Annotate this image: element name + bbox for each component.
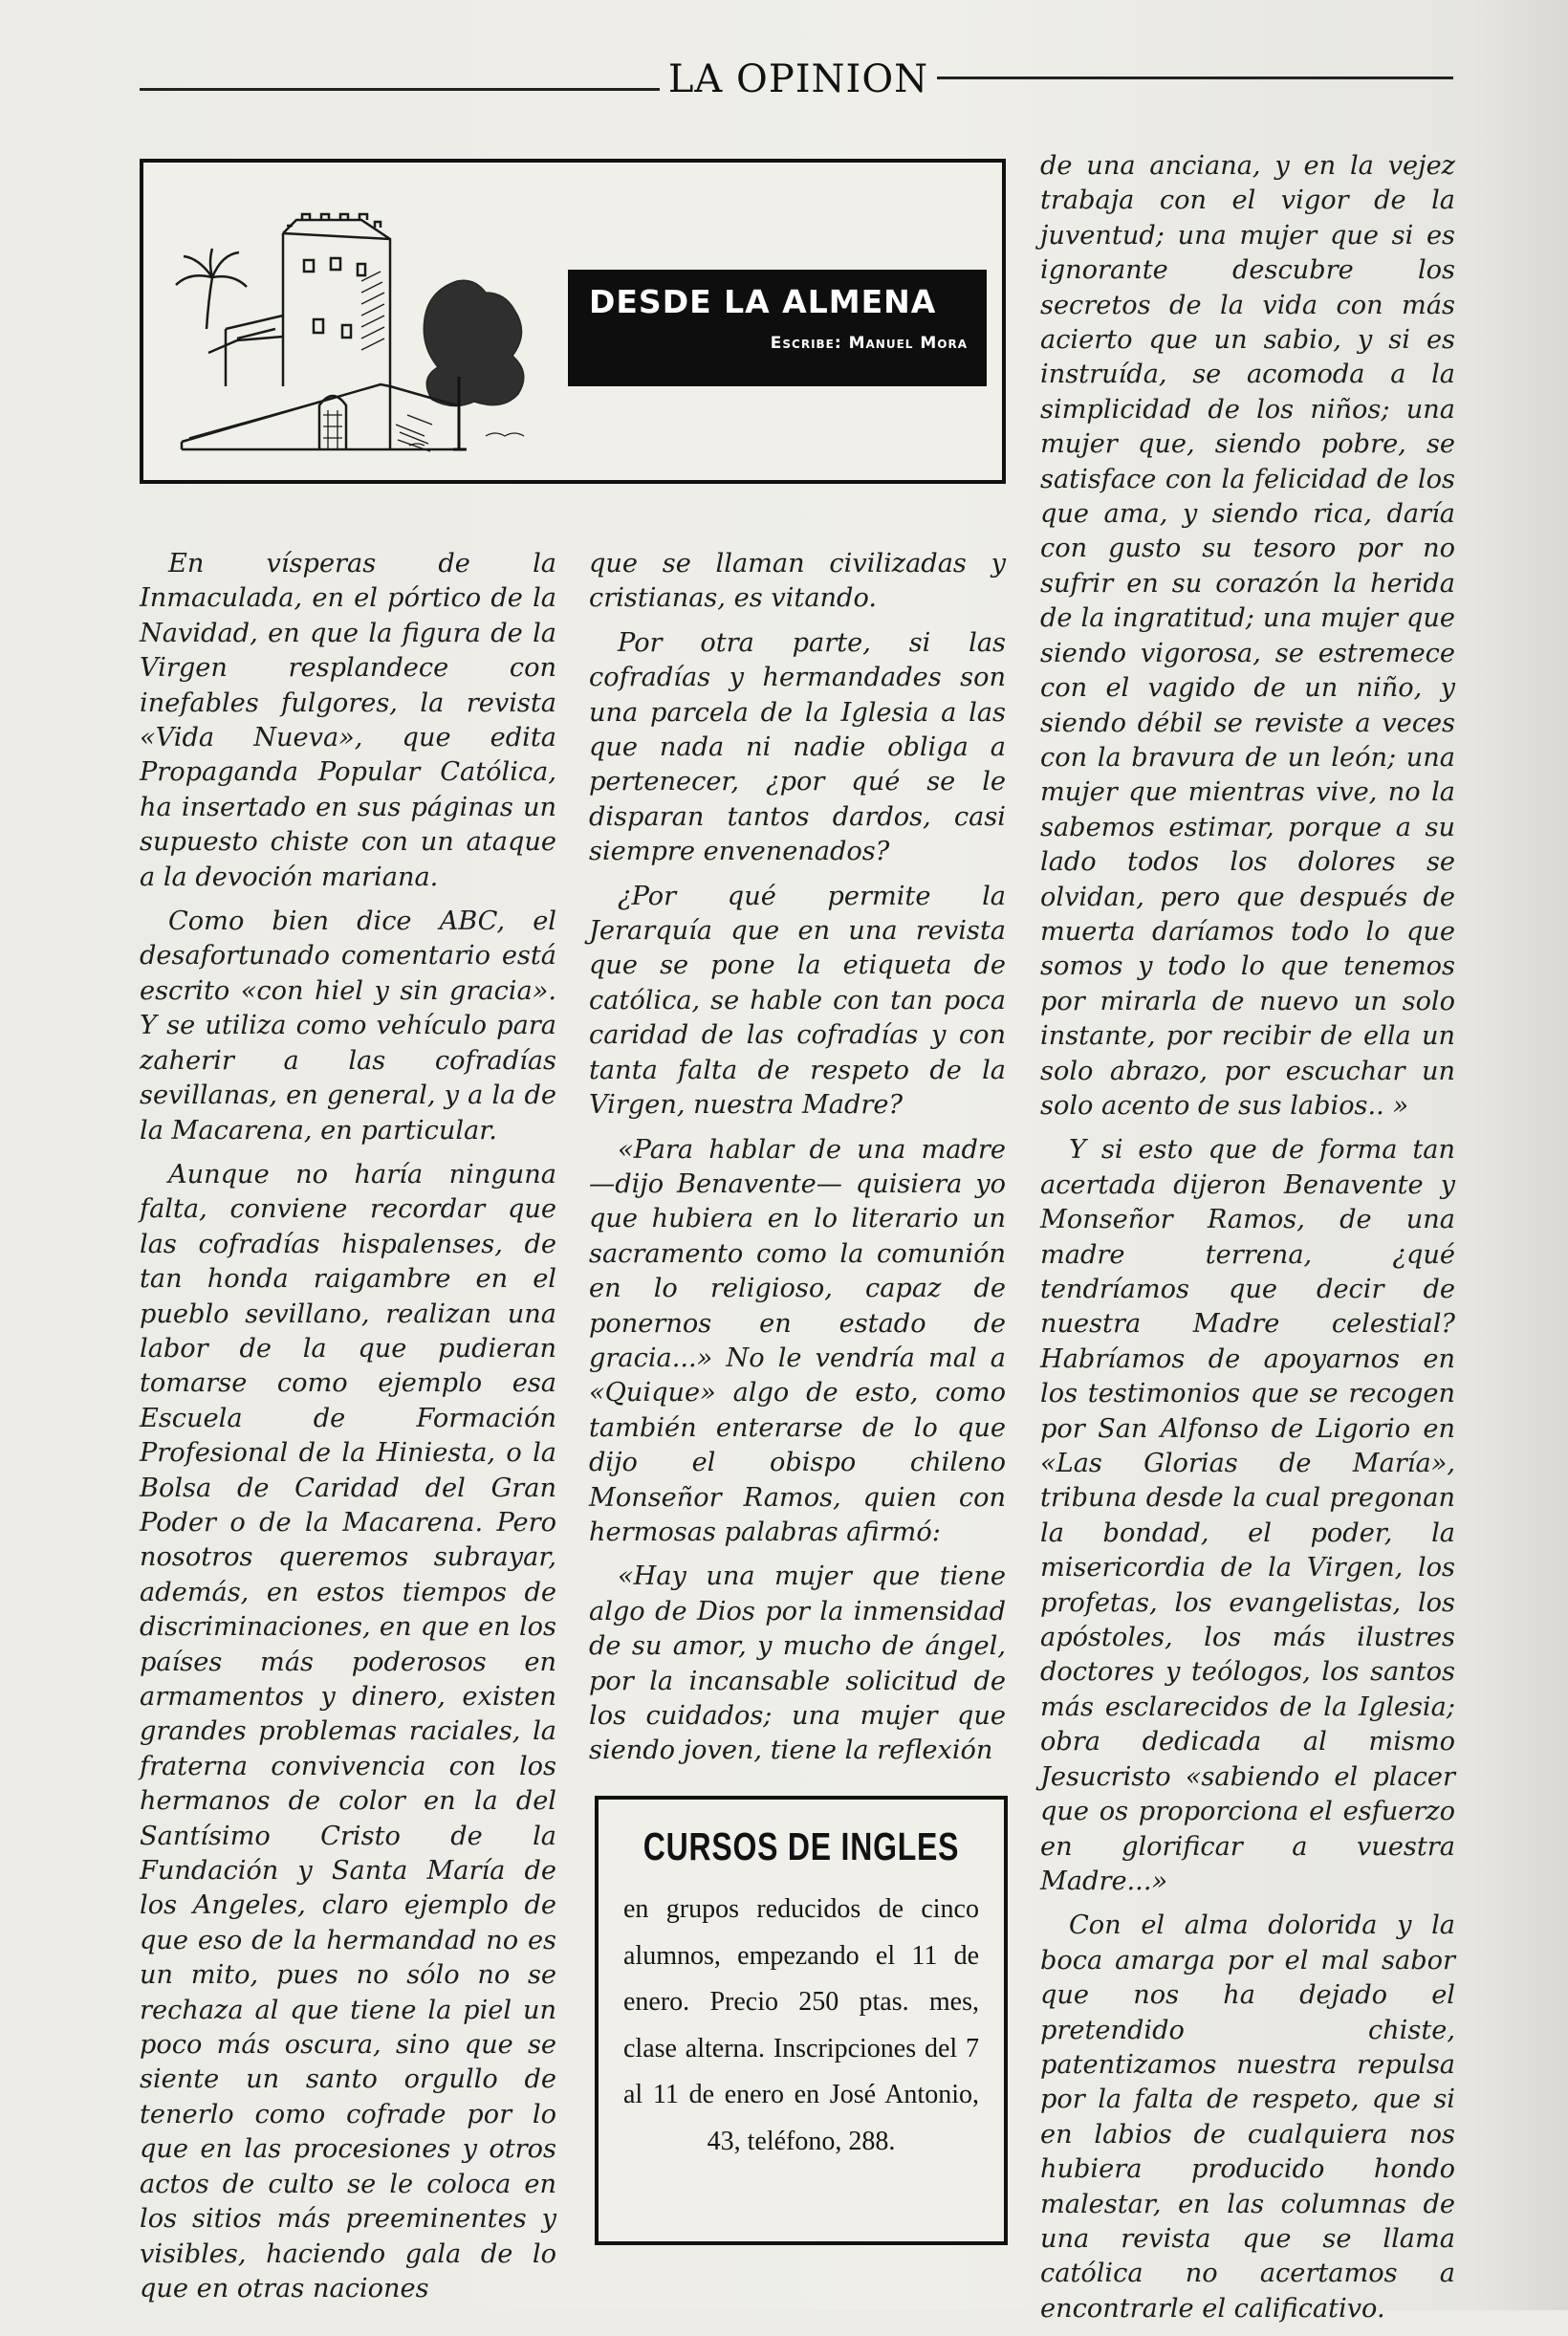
ad-body: en grupos reducidos de cinco alumnos, empezando el 11 de enero. Precio 250 ptas. mes, clase alterna. Inscripciones del 7 al 11 de enero en José Antonio, 43, teléfono, 288. [623,1894,979,2156]
english-courses-ad [595,1796,1008,2245]
paragraph: Aunque no haría ninguna falta, conviene recordar que las cofradías hispalenses, de tan honda raigambre en el pueblo sevillano, realizan una labor de la que pudieran tomarse como ejemplo esa Escuela de Formación Profesional de la Hiniesta, o la Bolsa de Caridad del Gran Poder o de la Macarena. Pero nosotros queremos subrayar, además, en estos tiempos de discriminaciones, en que en los países más poderosos en armamentos y dinero, existen grandes problemas raciales, la fraterna convivencia con los hermanos de color en la del Santísimo Cristo de la Fundación y Santa María de los Angeles, claro ejemplo de que eso de la hermandad no es un mito, pues no sólo no se rechaza al que tiene la piel un poco más oscura, sino que se siente un santo orgullo de tenerlo como cofrade por lo que en las procesiones y otros actos de culto se le coloca en los sitios más preeminentes y visibles, haciendo gala de lo que en otras naciones [140,1159,556,2303]
paragraph: de una anciana, y en la vejez trabaja con el vigor de la juventud; una mujer que si es ignorante descubre los secretos de la vida con más acierto que un sabio, y si es instruída, se acomoda a la simplicidad de los niños; una mujer que, siendo pobre, se satisface con la felicidad de los que ama, y siendo rica, daría con gusto su tesoro por no sufrir en su corazón la herida de la ingratitud; una mujer que siendo vigorosa, se estremece con el vagido de un niño, y siendo débil se reviste a veces con la bravura de un león; una mujer que mientras vive, no la sabemos estimar, porque a su lado todos los dolores se olvidan, pero que después de muerta daríamos todo lo que somos y todo lo que tenemos por mirarla de nuevo un solo instante, por recibir de ella un solo abrazo, por escuchar un solo acento de sus labios.. » [1040,151,1455,1121]
article-column-3 [1040,149,1455,2336]
castle-illustration [170,186,562,463]
header-rule-right [937,76,1453,79]
ad-title: CURSOS DE INGLES [642,1824,960,1868]
paragraph: En vísperas de la Inmaculada, en el pórtico de la Navidad, en que la figura de la Virgen resplandece con inefables fulgores, la revista «Vida Nueva», que edita Propaganda Popular Católica, ha insertado en sus páginas un supuesto chiste con un ataque a la devoción mariana. [140,549,556,892]
paragraph: que se llaman civilizadas y cristianas, es vitando. [589,549,1006,614]
paragraph: «Para hablar de una madre —dijo Benavente— quisiera yo que hubiera en lo literario un sacramento como la comunión en lo religioso, capaz de ponernos en estado de gracia...» No le vendría mal a «Quique» algo de esto, como también enterarse de lo que dijo el obispo chileno Monseñor Ramos, quien con hermosas palabras afirmó: [589,1134,1006,1547]
column-title: DESDE LA ALMENA [589,283,937,320]
column-title-box [568,270,987,386]
article-column-1 [140,547,556,2316]
paragraph: «Hay una mujer que tiene algo de Dios por la inmensidad de su amor, y mucho de ángel, por la incansable solicitud de los cuidados; una mujer que siendo joven, tiene la reflexión [589,1561,1006,1766]
paragraph: Con el alma dolorida y la boca amarga por el mal sabor que nos ha dejado el pretendido chiste, patentizamos nuestra repulsa por la falta de respeto, que si en labios de cualquiera nos hubiera producido hondo malestar, en las columnas de una revista que se llama católica no acertamos a encontrarle el calificativo. [1040,1910,1455,2324]
masthead: LA OPINION [667,57,929,101]
paragraph: ¿Por qué permite la Jerarquía que en una revista que se pone la etiqueta de católica, se hable con tan poca caridad de las cofradías y con tanta falta de respeto de la Virgen, nuestra Madre? [589,881,1006,1121]
column-byline: Escribe: Manuel Mora [770,334,968,353]
paragraph: Como bien dice ABC, el desafortunado comentario está escrito «con hiel y sin gracia». Y se utiliza como vehículo para zaherir a las cofradías sevillanas, en general, y a la de la Macarena, en particular. [140,906,556,1146]
paragraph: Y si esto que de forma tan acertada dijeron Benavente y Monseñor Ramos, de una madre terrena, ¿qué tendríamos que decir de nuestra Madre celestial? Habríamos de apoyarnos en los testimonios que se recogen por San Alfonso de Ligorio en «Las Glorias de María», tribuna desde la cual pregonan la bondad, el poder, la misericordia de la Virgen, los profetas, los evangelistas, los apóstoles, los más ilustres doctores y teólogos, los santos más esclarecidos de la Iglesia; obra dedicada al mismo Jesucristo «sabiendo el placer que os proporciona el esfuerzo en glorificar a vuestra Madre...» [1040,1135,1455,1896]
paragraph: Por otra parte, si las cofradías y hermandades son una parcela de la Iglesia a las que nada ni nadie obliga a pertenecer, ¿por qué se le disparan tantos dardos, casi siempre envenenados? [589,627,1006,867]
header-rule-left [140,88,660,91]
column-banner [140,159,1006,484]
article-column-2 [589,547,1006,1779]
